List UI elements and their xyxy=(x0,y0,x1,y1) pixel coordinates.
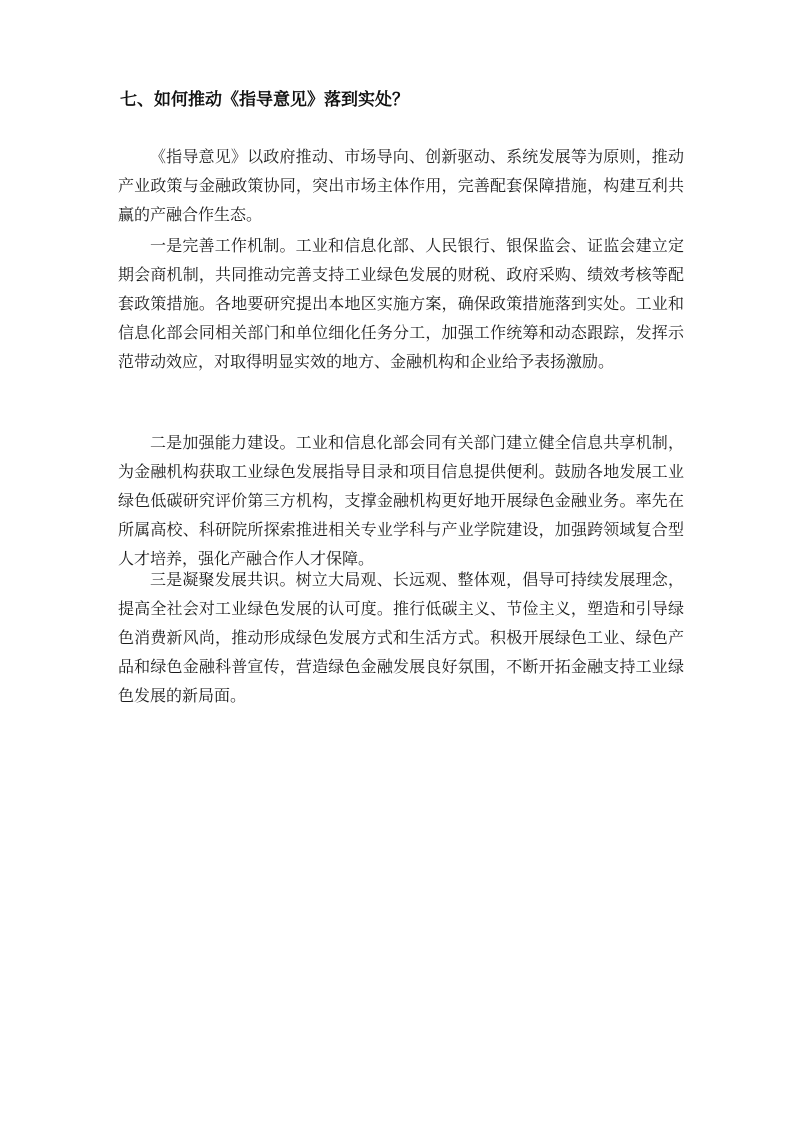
section-title: 七、如何推动《指导意见》落到实处？ xyxy=(120,90,409,110)
paragraph-work-mechanism: 一是完善工作机制。工业和信息化部、人民银行、银保监会、证监会建立定期会商机制，共同推动完善支持工业绿色发展的财税、政府采购、绩效考核等配套政策措施。各地要研究提出本地区实施方案，确保政策措施落到实处。工业和信息化部会同相关部门和单位细化任务分工，加强工作统筹和动态跟踪，发挥示范带动效应，对取得明显实效的地方、金融机构和企业给予表扬激励。 xyxy=(118,236,684,371)
paragraph-principles: 《指导意见》以政府推动、市场导向、创新驱动、系统发展等为原则，推动产业政策与金融政策协同，突出市场主体作用，完善配套保障措施，构建互利共赢的产融合作生态。 xyxy=(118,147,684,224)
paragraph-consensus: 三是凝聚发展共识。树立大局观、长远观、整体观，倡导可持续发展理念，提高全社会对工业绿色发展的认可度。推行低碳主义、节俭主义，塑造和引导绿色消费新风尚，推动形成绿色发展方式和生活方式。积极开展绿色工业、绿色产品和绿色金融科普宣传，营造绿色金融发展良好氛围，不断开拓金融支持工业绿色发展的新局面。 xyxy=(118,570,684,705)
paragraph-capacity-building: 二是加强能力建设。工业和信息化部会同有关部门建立健全信息共享机制，为金融机构获取工业绿色发展指导目录和项目信息提供便利。鼓励各地发展工业绿色低碳研究评价第三方机构，支撑金融机构更好地开展绿色金融业务。率先在所属高校、科研院所探索推进相关专业学科与产业学院建设，加强跨领域复合型人才培养，强化产融合作人才保障。 xyxy=(118,433,684,568)
